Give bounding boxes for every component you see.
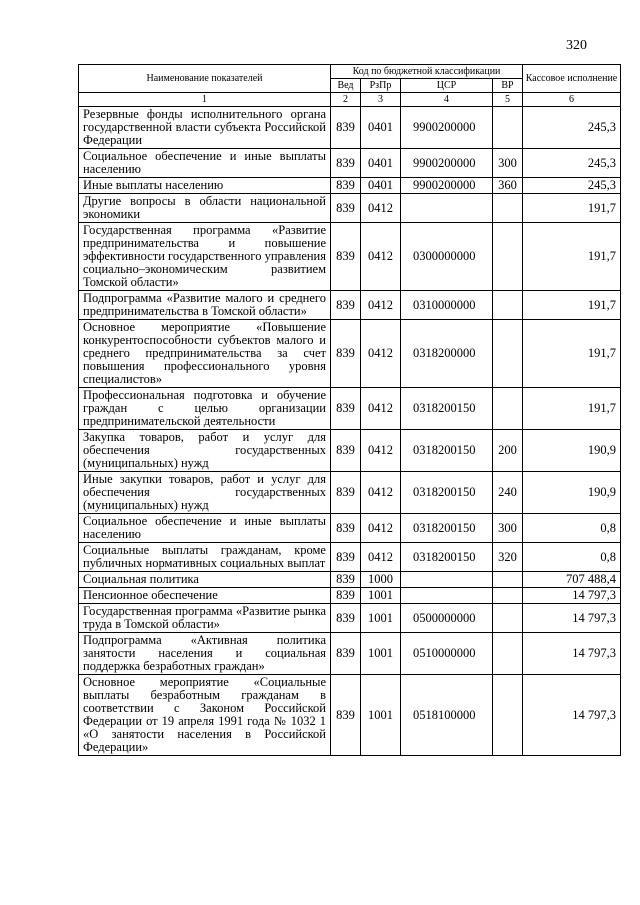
row-vr: 200: [493, 430, 523, 472]
col-num-1: 1: [79, 93, 331, 107]
row-csr: [401, 194, 493, 223]
row-ved: 839: [331, 388, 361, 430]
row-name: Социальные выплаты гражданам, кроме публичных нормативных социальных выплат: [79, 543, 331, 572]
row-vr: [493, 194, 523, 223]
row-vr: [493, 388, 523, 430]
table-body: [79, 107, 621, 756]
row-name: Государственная программа «Развитие рынка труда в Томской области»: [79, 604, 331, 633]
row-amount: 191,7: [523, 320, 621, 388]
row-amount: 0,8: [523, 514, 621, 543]
page-number: 320: [566, 38, 587, 53]
table-row: [79, 178, 621, 194]
row-vr: [493, 675, 523, 756]
row-vr: 320: [493, 543, 523, 572]
row-csr: 9900200000: [401, 107, 493, 149]
row-ved: 839: [331, 514, 361, 543]
row-rzpr: 1001: [361, 588, 401, 604]
row-rzpr: 0412: [361, 514, 401, 543]
header-amount: Кассовое исполнение: [523, 65, 621, 93]
row-ved: 839: [331, 543, 361, 572]
row-vr: [493, 107, 523, 149]
row-csr: 0318200150: [401, 472, 493, 514]
row-name: Пенсионное обеспечение: [79, 588, 331, 604]
row-csr: 0518100000: [401, 675, 493, 756]
row-vr: 360: [493, 178, 523, 194]
row-amount: 14 797,3: [523, 675, 621, 756]
table-row: [79, 633, 621, 675]
row-name: Подпрограмма «Развитие малого и среднего предпринимательства в Томской области»: [79, 291, 331, 320]
header-vr: ВР: [493, 79, 523, 93]
header-code-group: Код по бюджетной классификации: [331, 65, 523, 79]
row-vr: [493, 223, 523, 291]
row-rzpr: 0401: [361, 178, 401, 194]
row-csr: 9900200000: [401, 149, 493, 178]
table-row: [79, 604, 621, 633]
row-amount: 245,3: [523, 107, 621, 149]
row-csr: 0318200150: [401, 388, 493, 430]
row-ved: 839: [331, 291, 361, 320]
row-ved: 839: [331, 430, 361, 472]
row-name: Резервные фонды исполнительного органа государственной власти субъекта Российской Федерации: [79, 107, 331, 149]
table-row: [79, 430, 621, 472]
row-amount: 14 797,3: [523, 604, 621, 633]
row-vr: [493, 588, 523, 604]
col-num-5: 5: [493, 93, 523, 107]
row-ved: 839: [331, 472, 361, 514]
row-name: Иные закупки товаров, работ и услуг для обеспечения государственных (муниципальных) нужд: [79, 472, 331, 514]
row-rzpr: 0412: [361, 194, 401, 223]
row-csr: 0318200150: [401, 543, 493, 572]
row-ved: 839: [331, 572, 361, 588]
row-rzpr: 0401: [361, 149, 401, 178]
row-name: Социальная политика: [79, 572, 331, 588]
header-rzpr: РзПр: [361, 79, 401, 93]
table-row: [79, 291, 621, 320]
row-amount: 245,3: [523, 178, 621, 194]
row-name: Основное мероприятие «Социальные выплаты безработным гражданам в соответствии с Законом Российской Федерации от 19 апреля 1991 года № 1032 1 «О занятости населения в Российской Федерации»: [79, 675, 331, 756]
table-row: [79, 472, 621, 514]
row-ved: 839: [331, 107, 361, 149]
row-rzpr: 0412: [361, 388, 401, 430]
row-vr: 300: [493, 514, 523, 543]
row-amount: 245,3: [523, 149, 621, 178]
row-name: Социальное обеспечение и иные выплаты населению: [79, 514, 331, 543]
col-num-6: 6: [523, 93, 621, 107]
row-vr: [493, 604, 523, 633]
row-ved: 839: [331, 604, 361, 633]
header-csr: ЦСР: [401, 79, 493, 93]
table-row: [79, 675, 621, 756]
header-row-1: [79, 65, 621, 79]
row-ved: 839: [331, 633, 361, 675]
row-amount: 190,9: [523, 430, 621, 472]
row-csr: 0318200150: [401, 514, 493, 543]
col-num-3: 3: [361, 93, 401, 107]
col-num-2: 2: [331, 93, 361, 107]
row-name: Государственная программа «Развитие предпринимательства и повышение эффективности государственного управления социально–экономическим развитием Томской области»: [79, 223, 331, 291]
row-name: Профессиональная подготовка и обучение граждан с целью организации предпринимательской деятельности: [79, 388, 331, 430]
row-name: Основное мероприятие «Повышение конкурентоспособности субъектов малого и среднего предпринимательства за счет повышения профессионального уровня специалистов»: [79, 320, 331, 388]
row-csr: [401, 572, 493, 588]
row-ved: 839: [331, 588, 361, 604]
row-vr: [493, 572, 523, 588]
row-amount: 0,8: [523, 543, 621, 572]
col-num-4: 4: [401, 93, 493, 107]
row-vr: [493, 320, 523, 388]
table-row: [79, 543, 621, 572]
row-name: Другие вопросы в области национальной экономики: [79, 194, 331, 223]
row-rzpr: 0412: [361, 223, 401, 291]
row-csr: 0300000000: [401, 223, 493, 291]
row-amount: 191,7: [523, 388, 621, 430]
row-rzpr: 1000: [361, 572, 401, 588]
row-rzpr: 1001: [361, 604, 401, 633]
row-csr: 0318200150: [401, 430, 493, 472]
header-numbers-row: [79, 93, 621, 107]
row-ved: 839: [331, 178, 361, 194]
row-name: Социальное обеспечение и иные выплаты населению: [79, 149, 331, 178]
row-rzpr: 0401: [361, 107, 401, 149]
row-csr: 0318200000: [401, 320, 493, 388]
row-amount: 191,7: [523, 194, 621, 223]
row-rzpr: 1001: [361, 675, 401, 756]
table-row: [79, 588, 621, 604]
row-name: Подпрограмма «Активная политика занятости населения и социальная поддержка безработных граждан»: [79, 633, 331, 675]
row-ved: 839: [331, 223, 361, 291]
row-ved: 839: [331, 675, 361, 756]
table-row: [79, 223, 621, 291]
table-row: [79, 194, 621, 223]
row-rzpr: 0412: [361, 430, 401, 472]
table-row: [79, 320, 621, 388]
header-ved: Вед: [331, 79, 361, 93]
row-name: Иные выплаты населению: [79, 178, 331, 194]
row-amount: 191,7: [523, 291, 621, 320]
row-csr: 9900200000: [401, 178, 493, 194]
row-ved: 839: [331, 320, 361, 388]
row-rzpr: 0412: [361, 291, 401, 320]
budget-table: [78, 64, 621, 756]
row-rzpr: 0412: [361, 320, 401, 388]
row-vr: 240: [493, 472, 523, 514]
row-amount: 191,7: [523, 223, 621, 291]
row-csr: [401, 588, 493, 604]
row-name: Закупка товаров, работ и услуг для обеспечения государственных (муниципальных) нужд: [79, 430, 331, 472]
row-vr: [493, 291, 523, 320]
row-rzpr: 0412: [361, 472, 401, 514]
row-vr: [493, 633, 523, 675]
table-row: [79, 388, 621, 430]
header-name: Наименование показателей: [79, 65, 331, 93]
row-csr: 0500000000: [401, 604, 493, 633]
row-amount: 190,9: [523, 472, 621, 514]
table-row: [79, 572, 621, 588]
row-vr: 300: [493, 149, 523, 178]
table-row: [79, 514, 621, 543]
row-ved: 839: [331, 149, 361, 178]
row-amount: 14 797,3: [523, 633, 621, 675]
row-rzpr: 1001: [361, 633, 401, 675]
row-amount: 14 797,3: [523, 588, 621, 604]
row-csr: 0310000000: [401, 291, 493, 320]
row-ved: 839: [331, 194, 361, 223]
table-row: [79, 149, 621, 178]
table-row: [79, 107, 621, 149]
row-csr: 0510000000: [401, 633, 493, 675]
row-amount: 707 488,4: [523, 572, 621, 588]
row-rzpr: 0412: [361, 543, 401, 572]
